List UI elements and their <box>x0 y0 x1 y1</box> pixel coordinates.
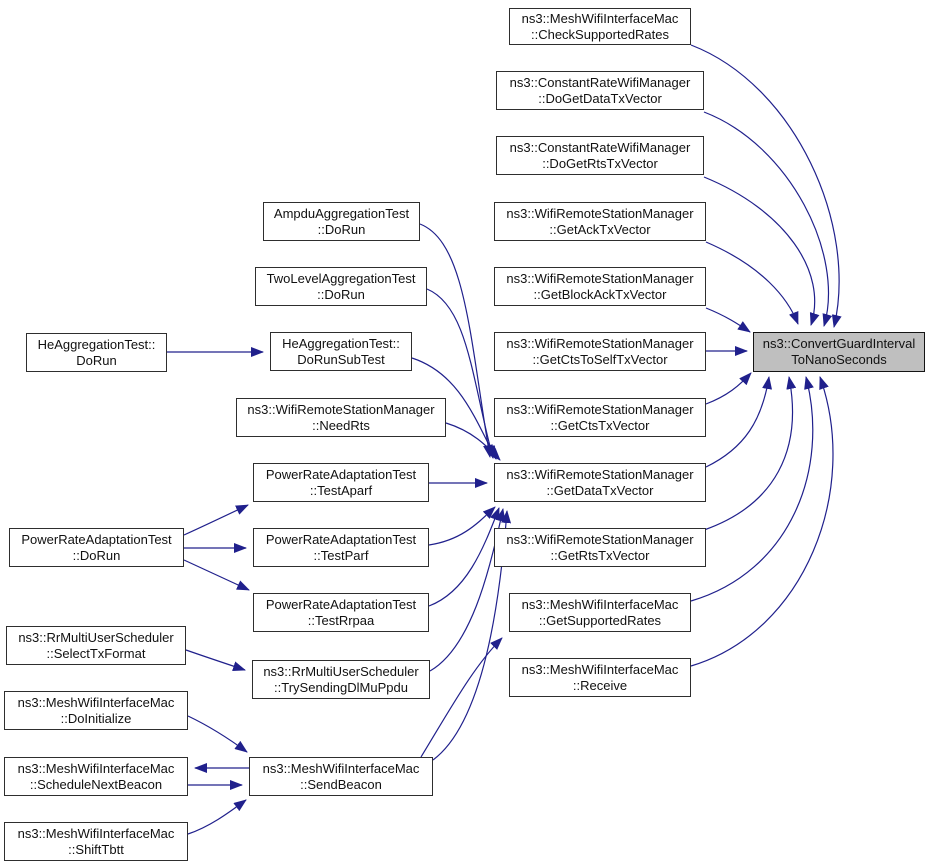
node-two-level-aggregation-test-dorun[interactable] <box>255 267 427 306</box>
node-label-line2: ::DoInitialize <box>60 710 132 726</box>
node-power-rate-adaptation-test-dorun[interactable] <box>9 528 184 567</box>
node-ampdu-aggregation-test-dorun[interactable] <box>263 202 420 241</box>
node-label-line1: ns3::MeshWifiInterfaceMac <box>17 760 175 776</box>
node-do-get-data-tx-vector[interactable] <box>496 71 704 110</box>
node-label-line2: ::TrySendingDlMuPpdu <box>274 679 408 695</box>
edge-pra-dorun-to-test-rrpaa <box>184 560 249 590</box>
node-convert-guard-interval-to-nano-seconds <box>753 332 925 372</box>
node-label-line2: ::CheckSupportedRates <box>530 26 670 42</box>
node-label-line2: DoRunSubTest <box>297 351 385 367</box>
node-label-line2: ::DoGetDataTxVector <box>538 90 662 106</box>
edge-get-rts-tx-to-target <box>704 377 792 530</box>
edge-do-initialize-to-send-beacon <box>188 716 247 752</box>
node-label-line2: ::DoRun <box>317 221 366 237</box>
edge-shift-tbtt-to-send-beacon <box>188 800 246 834</box>
node-label-line2: ::TestAparf <box>309 482 373 498</box>
node-test-rrpaa[interactable] <box>253 593 429 632</box>
edge-do-get-data-tx-to-target <box>704 112 828 326</box>
node-get-cts-to-self-tx-vector[interactable] <box>494 332 706 371</box>
node-try-sending-dl-mu-ppdu[interactable] <box>252 660 430 699</box>
node-label-line2: ::GetSupportedRates <box>538 612 662 628</box>
node-label-line2: ::DoGetRtsTxVector <box>542 155 658 171</box>
node-label-line2: ::ShiftTbtt <box>68 841 124 857</box>
node-label-line1: ns3::MeshWifiInterfaceMac <box>521 10 679 26</box>
node-receive[interactable] <box>509 658 691 697</box>
node-need-rts[interactable] <box>236 398 446 437</box>
node-test-parf[interactable] <box>253 528 429 567</box>
node-get-supported-rates[interactable] <box>509 593 691 632</box>
node-label-line1: ns3::MeshWifiInterfaceMac <box>521 661 679 677</box>
edge-test-parf-to-get-data-tx <box>429 507 495 545</box>
edge-test-rrpaa-to-get-data-tx <box>429 508 499 606</box>
node-label-line1: HeAggregationTest:: <box>282 335 400 351</box>
node-test-aparf[interactable] <box>253 463 429 502</box>
node-label-line2: ::GetAckTxVector <box>549 221 651 237</box>
node-label-line2: ::SendBeacon <box>300 776 382 792</box>
node-label-line1: AmpduAggregationTest <box>273 205 410 221</box>
node-send-beacon[interactable] <box>249 757 433 796</box>
node-label-line1: ns3::WifiRemoteStationManager <box>506 270 694 286</box>
node-label-line2: DoRun <box>76 352 117 368</box>
node-he-aggregation-test-dorun[interactable] <box>26 333 167 372</box>
node-shift-tbtt[interactable] <box>4 822 188 861</box>
edge-get-ack-tx-to-target <box>706 242 798 324</box>
node-label-line2: ::SelectTxFormat <box>46 645 146 661</box>
node-label-line2: ::Receive <box>572 677 628 693</box>
node-he-aggregation-test-dorun-subtest[interactable] <box>270 332 412 371</box>
node-do-initialize[interactable] <box>4 691 188 730</box>
node-label-line2: ::GetBlockAckTxVector <box>533 286 667 302</box>
node-get-ack-tx-vector[interactable] <box>494 202 706 241</box>
node-label-line1: ns3::WifiRemoteStationManager <box>506 531 694 547</box>
node-label-line2: ::DoRun <box>317 286 365 302</box>
node-get-cts-tx-vector[interactable] <box>494 398 706 437</box>
node-label-line2: ::TestRrpaa <box>307 612 375 628</box>
node-label-line1: ns3::MeshWifiInterfaceMac <box>521 596 679 612</box>
node-check-supported-rates[interactable] <box>509 8 691 45</box>
node-label-line1: ns3::MeshWifiInterfaceMac <box>17 825 175 841</box>
edge-send-beacon-to-get-supported-rates <box>421 638 502 757</box>
node-label-line1: TwoLevelAggregationTest <box>266 270 416 286</box>
edge-do-get-rts-tx-to-target <box>704 177 815 325</box>
node-label-line1: ns3::MeshWifiInterfaceMac <box>262 760 420 776</box>
node-label-line1: PowerRateAdaptationTest <box>265 466 417 482</box>
node-label-line2: ToNanoSeconds <box>791 352 887 367</box>
edge-check-supported-to-target <box>691 45 839 327</box>
node-label-line1: PowerRateAdaptationTest <box>21 531 172 547</box>
node-schedule-next-beacon[interactable] <box>4 757 188 796</box>
node-label-line2: ::DoRun <box>72 547 121 563</box>
node-label-line1: PowerRateAdaptationTest <box>265 531 417 547</box>
edge-select-tx-format-to-try-sending <box>186 650 245 670</box>
edge-get-data-tx-to-target <box>706 377 769 467</box>
edge-get-supported-rates-to-target <box>691 377 813 601</box>
node-label-line1: ns3::WifiRemoteStationManager <box>506 335 694 351</box>
node-get-block-ack-tx-vector[interactable] <box>494 267 706 306</box>
node-label-line1: ns3::WifiRemoteStationManager <box>506 205 694 221</box>
node-label-line2: ::NeedRts <box>312 417 370 433</box>
node-label-line1: ns3::MeshWifiInterfaceMac <box>17 694 175 710</box>
node-do-get-rts-tx-vector[interactable] <box>496 136 704 175</box>
edge-pra-dorun-to-test-aparf <box>184 505 248 535</box>
node-label-line1: ns3::RrMultiUserScheduler <box>18 629 174 645</box>
node-label-line1: ns3::ConstantRateWifiManager <box>509 139 691 155</box>
node-get-rts-tx-vector[interactable] <box>494 528 706 567</box>
node-label-line2: ::GetDataTxVector <box>546 482 654 498</box>
node-select-tx-format[interactable] <box>6 626 186 665</box>
node-label-line1: ns3::WifiRemoteStationManager <box>247 401 435 417</box>
node-label-line2: ::ScheduleNextBeacon <box>29 776 163 792</box>
node-label-line2: ::TestParf <box>313 547 369 563</box>
node-label-line1: HeAggregationTest:: <box>37 336 156 352</box>
node-label-line1: ns3::WifiRemoteStationManager <box>506 401 694 417</box>
node-get-data-tx-vector[interactable] <box>494 463 706 502</box>
node-label-line1: PowerRateAdaptationTest <box>265 596 417 612</box>
node-label-line2: ::GetRtsTxVector <box>550 547 650 563</box>
edge-get-cts-tx-to-target <box>706 373 751 404</box>
node-label-line1: ns3::RrMultiUserScheduler <box>263 663 419 679</box>
node-label-line1: ns3::WifiRemoteStationManager <box>506 466 694 482</box>
node-label-line1: ns3::ConstantRateWifiManager <box>509 74 691 90</box>
edge-receive-to-target <box>691 377 833 666</box>
node-label-line2: ::GetCtsTxVector <box>550 417 650 433</box>
edge-get-block-ack-tx-to-target <box>706 308 750 332</box>
edge-try-sending-to-get-data-tx <box>430 509 503 671</box>
node-label-line2: ::GetCtsToSelfTxVector <box>532 351 668 367</box>
node-label-line1: ns3::ConvertGuardInterval <box>762 336 916 351</box>
